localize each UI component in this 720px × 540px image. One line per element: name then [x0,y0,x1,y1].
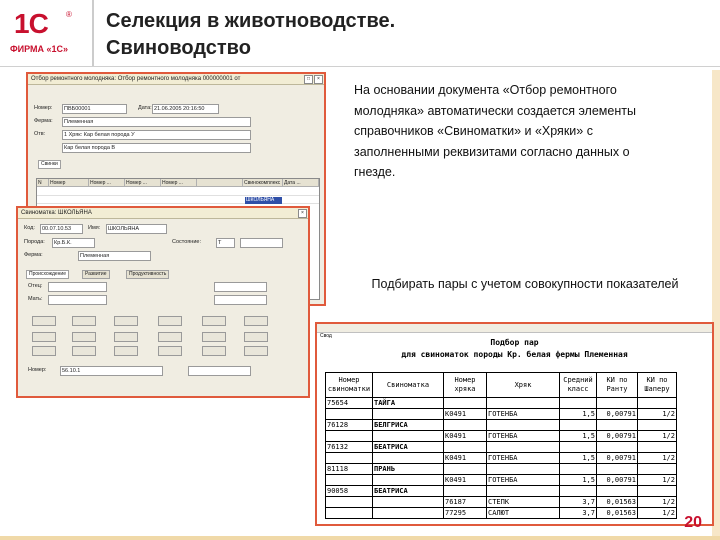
cell-class [560,420,597,431]
pedigree-button[interactable] [32,316,56,326]
cell-sow-number [326,475,373,486]
table-row [326,431,677,442]
sow-window-close-icon[interactable]: × [298,209,307,218]
cell-boar: ГОТЕНБА [487,475,560,486]
pedigree-button[interactable] [72,346,96,356]
bottom-label: Номер: [28,367,47,373]
cell-ki-shaper: 1/2 [638,497,677,508]
cell-boar: ГОТЕНБА [487,453,560,464]
cell-sow [373,508,444,519]
cell-ki-rant: 0,01563 [597,497,638,508]
pedigree-button[interactable] [72,316,96,326]
cell-sow [373,453,444,464]
decorative-bottom-band [0,536,720,540]
cell-sow-number [326,497,373,508]
table-row [326,464,677,475]
cell-ki-rant [597,442,638,453]
tab-piglets[interactable]: Свинки [38,160,61,169]
window-close-icon[interactable]: × [314,75,323,84]
cell-sow-number: 76128 [326,420,373,431]
cell-boar: СТЕПК [487,497,560,508]
cell-sow: БЕЛГРИСА [373,420,444,431]
cell-ki-shaper: 1/2 [638,475,677,486]
tab-origin[interactable]: Происхождение [26,270,69,279]
cell-boar-number [444,420,487,431]
cell-class: 1,5 [560,475,597,486]
pedigree-button[interactable] [32,346,56,356]
farm-field[interactable]: Племенная [62,117,251,127]
pedigree-field-right-2[interactable] [214,295,267,305]
cell-ki-shaper: 1/2 [638,453,677,464]
title-divider [0,66,720,67]
slide-title [106,8,395,62]
cell-sow-number: 75654 [326,398,373,409]
cell-boar [487,420,560,431]
bottom-field[interactable]: 56.10.1 [60,366,163,376]
boar-label: Отв: [34,131,46,137]
sow-window-title: Свиноматка: ШКОЛЬЯНА [21,210,92,216]
cell-boar-number [444,486,487,497]
grid-col-4[interactable]: Номер ... [161,179,197,187]
pedigree-button[interactable] [114,332,138,342]
cell-sow-number: 90058 [326,486,373,497]
col-ki-shaper: КИ по Шаперу [638,373,677,398]
cell-class: 3,7 [560,497,597,508]
number-label: Номер: [34,105,53,111]
logo-text: ФИРМА «1С» [10,44,69,54]
table-row [326,508,677,519]
cell-ki-rant: 0,00791 [597,453,638,464]
pedigree-button[interactable] [114,346,138,356]
tab-productivity[interactable]: Продуктивность [126,270,169,279]
slide-title-line1: Селекция в животноводстве. [106,10,396,32]
cell-boar-number: К0491 [444,453,487,464]
table-row [326,420,677,431]
table-row [326,475,677,486]
cell-ki-rant [597,486,638,497]
bottom-field-right[interactable] [188,366,251,376]
pedigree-button[interactable] [244,346,268,356]
report-toolbar-label: Свод [320,333,332,339]
grid-col-n[interactable]: N [37,179,49,187]
document-window-title: Отбор ремонтного молодняка: Отбор ремонтного молодняка 000000001 от [31,76,241,82]
cell-sow [373,475,444,486]
tab-development[interactable]: Развитие [82,270,110,279]
cell-sow-number: 76132 [326,442,373,453]
cell-sow-number [326,409,373,420]
grid-col-1[interactable]: Номер [49,179,89,187]
cell-ki-shaper: 1/2 [638,409,677,420]
table-row [326,398,677,409]
cell-boar: ГОТЕНБА [487,431,560,442]
cell-sow: БЕАТРИСА [373,442,444,453]
pedigree-button[interactable] [202,332,226,342]
cell-ki-shaper [638,398,677,409]
cell-sow-number [326,431,373,442]
selected-cell[interactable]: ШКОЛЬЯНА [245,197,282,204]
status-field[interactable]: Т [216,238,235,248]
cell-ki-rant: 0,01563 [597,508,638,519]
cell-ki-rant [597,398,638,409]
document-window-titlebar [28,74,324,85]
description-text: На основании документа «Отбор ремонтного молодняка» автоматически создается элементы справочников «Свиноматки» и «Хряки» с заполненными реквизитами согласно данных о гнезде. [354,83,636,180]
col-boar-number: Номер хряка [444,373,487,398]
cell-class [560,464,597,475]
cell-ki-rant: 0,00791 [597,409,638,420]
pedigree-button[interactable] [114,316,138,326]
code-label: Код: [24,225,35,231]
cell-boar: ГОТЕНБА [487,409,560,420]
page-number: 20 [684,514,702,531]
pedigree-field-right-1[interactable] [214,282,267,292]
col-sow: Свиноматка [373,373,444,398]
cell-sow [373,497,444,508]
number-field[interactable]: ПВБ00001 [62,104,127,114]
brand-logo [8,8,88,58]
pedigree-button[interactable] [244,316,268,326]
table-row[interactable] [37,188,319,196]
table-row [326,453,677,464]
pedigree-button[interactable] [72,332,96,342]
col-sow-number: Номер свиноматки [326,373,373,398]
cell-boar: САЛЮТ [487,508,560,519]
cell-sow: ПРАНЬ [373,464,444,475]
cell-ki-shaper: 1/2 [638,508,677,519]
father-field[interactable] [48,282,107,292]
col-ki-rant: КИ по Ранту [597,373,638,398]
cell-ki-rant [597,464,638,475]
mother-label: Мать: [28,296,43,302]
col-boar: Хряк [487,373,560,398]
cell-boar [487,486,560,497]
grid-col-2[interactable]: Номер ... [89,179,125,187]
cell-boar [487,398,560,409]
boar-field[interactable]: 1 Хряк: Кар белая порода У [62,130,251,140]
farm-label: Ферма: [34,118,53,124]
grid-col-6[interactable]: Свинокомплекс [243,179,283,187]
cell-ki-rant [597,420,638,431]
pedigree-button[interactable] [32,332,56,342]
table-row [326,486,677,497]
breed-field[interactable]: Кр.Б.К. [52,238,95,248]
sow-window-titlebar [18,208,308,219]
breed-label: Порода: [24,239,45,245]
report-toolbar [317,324,712,339]
mother-field[interactable] [48,295,107,305]
cell-ki-shaper: 1/2 [638,431,677,442]
pedigree-button[interactable] [158,346,182,356]
title-area [92,0,720,66]
cell-ki-shaper [638,464,677,475]
pedigree-button[interactable] [158,316,182,326]
pair-selection-report [315,322,714,526]
window-maximize-icon[interactable]: □ [304,75,313,84]
name-label: Имя: [88,225,101,231]
logo-registered: ® [66,10,72,19]
table-row [326,442,677,453]
code-field[interactable]: 00.07.10.53 [40,224,83,234]
cell-ki-shaper [638,486,677,497]
report-table [325,372,677,519]
report-caption: Подбирать пары с учетом совокупности показателей [371,277,679,291]
date-field[interactable]: 21.06.2005 20:16:50 [152,104,219,114]
cell-class [560,442,597,453]
cell-sow: ТАЙГА [373,398,444,409]
logo-mark: 1С [14,8,48,39]
extra-field[interactable] [240,238,283,248]
table-row [326,497,677,508]
status-label: Состояние: [172,239,201,245]
pedigree-button[interactable] [244,332,268,342]
name-field[interactable]: ШКОЛЬЯНА [106,224,167,234]
cell-sow-number [326,508,373,519]
sow-farm-label: Ферма: [24,252,43,258]
col-avg-class: Средний класс [560,373,597,398]
report-title: Подбор пар [490,338,539,347]
report-subtitle: для свиноматок породы Кр. белая фермы Племенная [401,350,628,359]
pedigree-button[interactable] [158,332,182,342]
sow-card-window [16,206,310,398]
cell-sow-number [326,453,373,464]
cell-boar-number: К0491 [444,409,487,420]
pedigree-button[interactable] [202,316,226,326]
pedigree-button[interactable] [202,346,226,356]
cell-ki-shaper [638,442,677,453]
table-row [326,409,677,420]
cell-ki-shaper [638,420,677,431]
cell-boar-number: К0491 [444,475,487,486]
cell-sow-number: 81118 [326,464,373,475]
sow-farm-field[interactable]: Племенная [78,251,151,261]
cell-class [560,486,597,497]
cell-sow: БЕАТРИСА [373,486,444,497]
cell-boar [487,464,560,475]
cell-boar-number [444,464,487,475]
cell-class: 1,5 [560,431,597,442]
cell-boar-number [444,442,487,453]
cell-boar-number [444,398,487,409]
cell-ki-rant: 0,00791 [597,475,638,486]
date-label: Дата: [138,105,152,111]
father-label: Отец: [28,283,43,289]
cell-boar-number: К0491 [444,431,487,442]
grid-col-5[interactable] [197,179,243,187]
cell-boar-number: 76187 [444,497,487,508]
grid-col-7[interactable]: Дата ... [283,179,319,187]
grid-col-3[interactable]: Номер ... [125,179,161,187]
cell-class [560,398,597,409]
cell-boar [487,442,560,453]
cell-ki-rant: 0,00791 [597,431,638,442]
breed-field[interactable]: Кар белая порода В [62,143,251,153]
cell-sow [373,431,444,442]
cell-class: 3,7 [560,508,597,519]
cell-sow [373,409,444,420]
cell-class: 1,5 [560,409,597,420]
slide-title-line2: Свиноводство [106,37,251,59]
cell-boar-number: 77295 [444,508,487,519]
cell-class: 1,5 [560,453,597,464]
